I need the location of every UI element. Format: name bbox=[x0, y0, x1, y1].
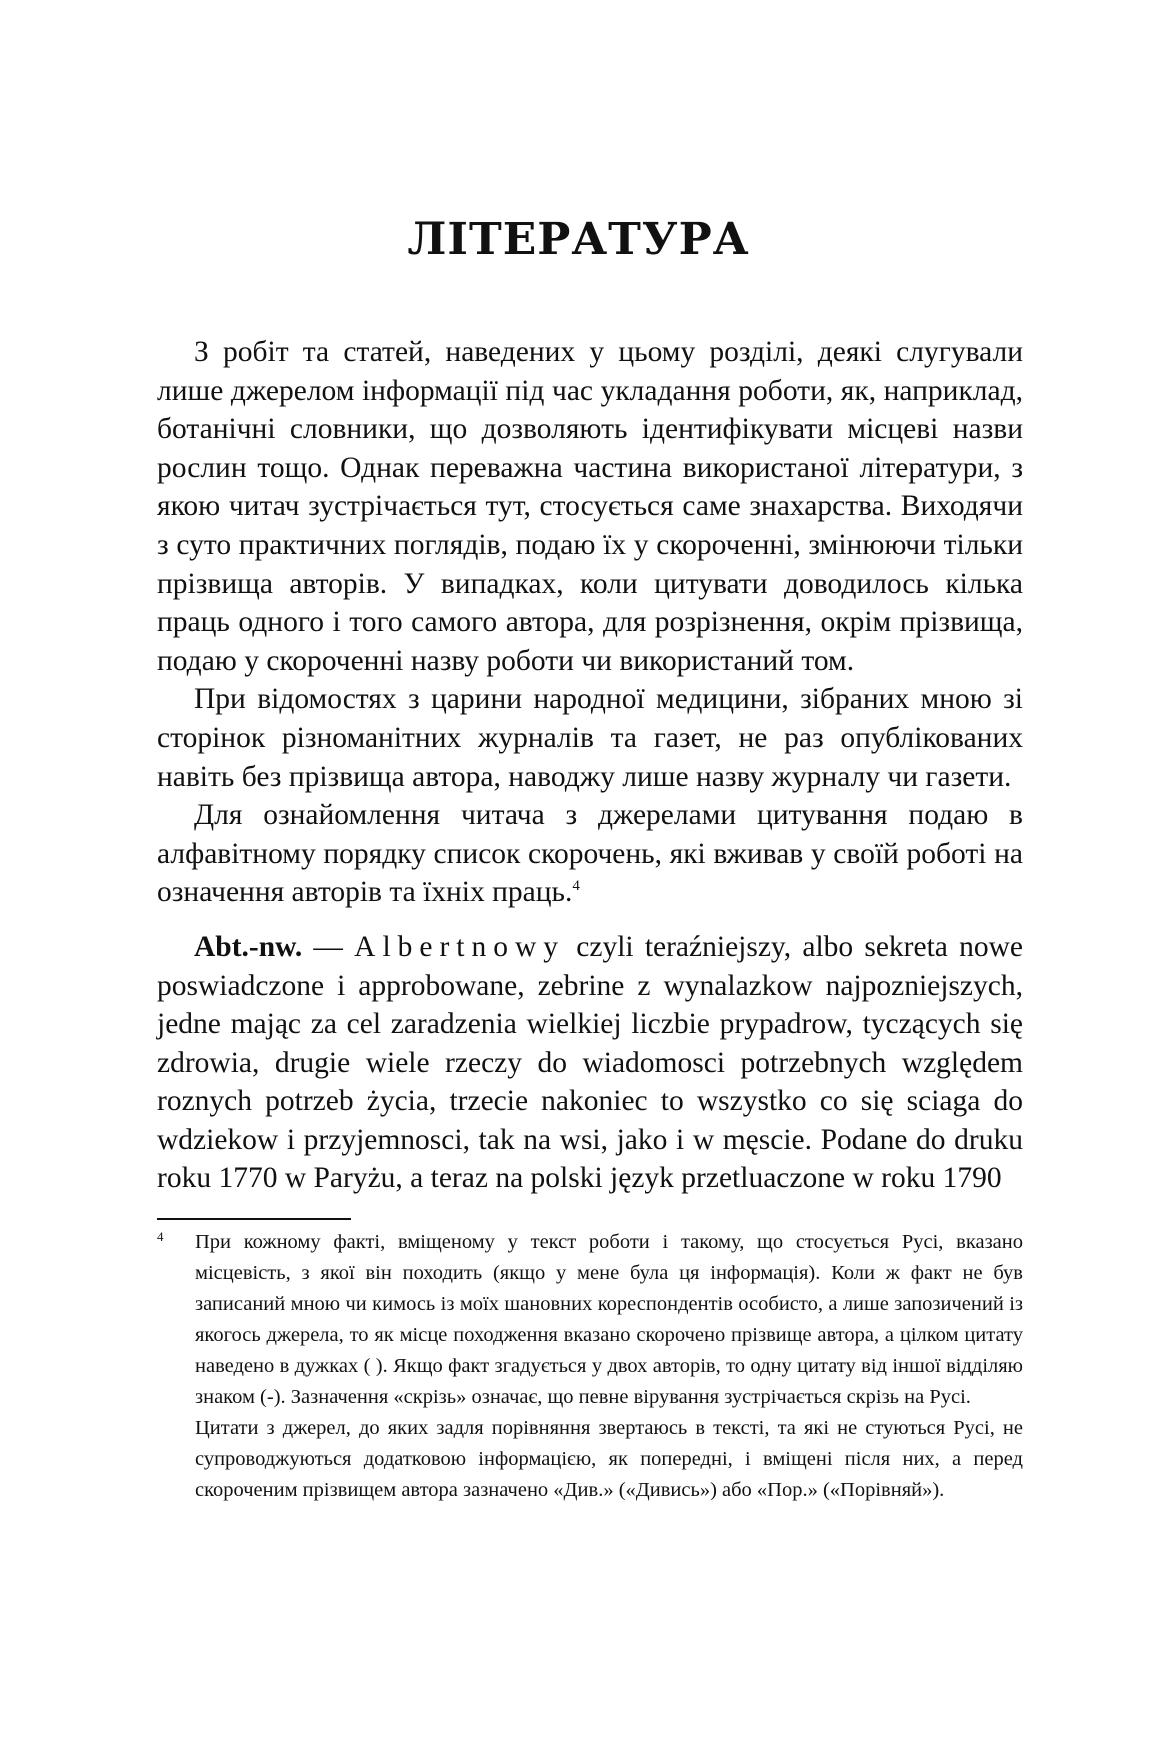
entry-title-word: Albertnowy bbox=[354, 931, 566, 963]
footnote-separator bbox=[157, 1218, 351, 1220]
bibliography-entry bbox=[157, 928, 1023, 1198]
paragraph: З робіт та статей, наведених у цьому розділі, деякі слугували лише джерелом інформації під час укладання роботи, як, наприклад, ботанічні словники, що дозволяють ідентифікувати місцеві назви рослин тощо. Однак переважна частина використаної літератури, з якою читач зустрічається тут, стосується саме знахарства. Виходячи з суто практичних поглядів, подаю їх у скороченні, змінюючи тільки прізвища авторів. У випадках, коли цитувати доводилось кілька праць одного і того самого автора, для розрізнення, окрім прізвища, подаю у скороченні назву роботи чи використаний том. bbox=[157, 336, 1023, 677]
entry-description: czyli teraźniejszy, albo sekreta nowe poswiadczone i approbowane, zebrine z wynalazkow najpozniejszych, jedne mając za cel zaradzenia wielkiej liczbie prypadrow, tyczących się zdrowia, drugie wiele rzeczy do wiadomosci potrzebnych względem roznych potrzeb życia, trzecie nakoniec to wszystko co się sciaga do wdziekow i przyjemnosci, tak na wsi, jako i w męscie. Podane do druku roku 1770 w Paryżu, a teraz na polski język przetluaczone w roku 1790 bbox=[157, 931, 1023, 1194]
page-title: ЛІТЕРАТУРА bbox=[407, 214, 750, 266]
footnote bbox=[157, 1227, 1023, 1506]
entry-abbreviation: Abt.-nw. bbox=[194, 931, 303, 963]
footnote-number: 4 bbox=[157, 1229, 164, 1244]
entry-dash: — bbox=[302, 931, 355, 963]
paragraph: При відомостях з царини народної медицини, зібраних мною зі сторінок різноманітних журналів та газет, не раз опублікованих навіть без прізвища автора, наводжу лише назву журналу чи газети. bbox=[157, 683, 1023, 793]
paragraph-text: Для ознайомлення читача з джерелами цитування подаю в алфавітному порядку список скорочень, які вживав у своїй роботі на означення авторів та їхніх праць. bbox=[157, 799, 1023, 909]
intro-text bbox=[157, 333, 1023, 912]
paragraph bbox=[157, 796, 1023, 912]
footnote-reference: 4 bbox=[572, 878, 580, 895]
footnote-paragraph: При кожному факті, вміщеному у текст роботи і такому, що стосується Русі, вказано місцевість, з якої він походить (якщо у мене була ця інформація). Коли ж факт не був записаний мною чи кимось із моїх шановних кореспондентів особисто, а лише запозичений із якогось джерела, то як місце походження вказано скорочено прізвище автора, а цілком цитату наведено в дужках ( ). Якщо факт згадується у двох авторів, то одну цитату від іншої відділяю знаком (-). Зазначення «скрізь» означає, що певне вірування зустрічається скрізь на Русі. bbox=[195, 1231, 1023, 1408]
footnote-paragraph: Цитати з джерел, до яких задля порівняння звертаюсь в тексті, та які не стуються Русі, не супроводжуються додатковою інформацією, як попередні, і вміщені після них, а перед скороченим прізвищем автора зазначено «Див.» («Дивись») або «Пор.» («Порівняй»). bbox=[195, 1417, 1023, 1501]
